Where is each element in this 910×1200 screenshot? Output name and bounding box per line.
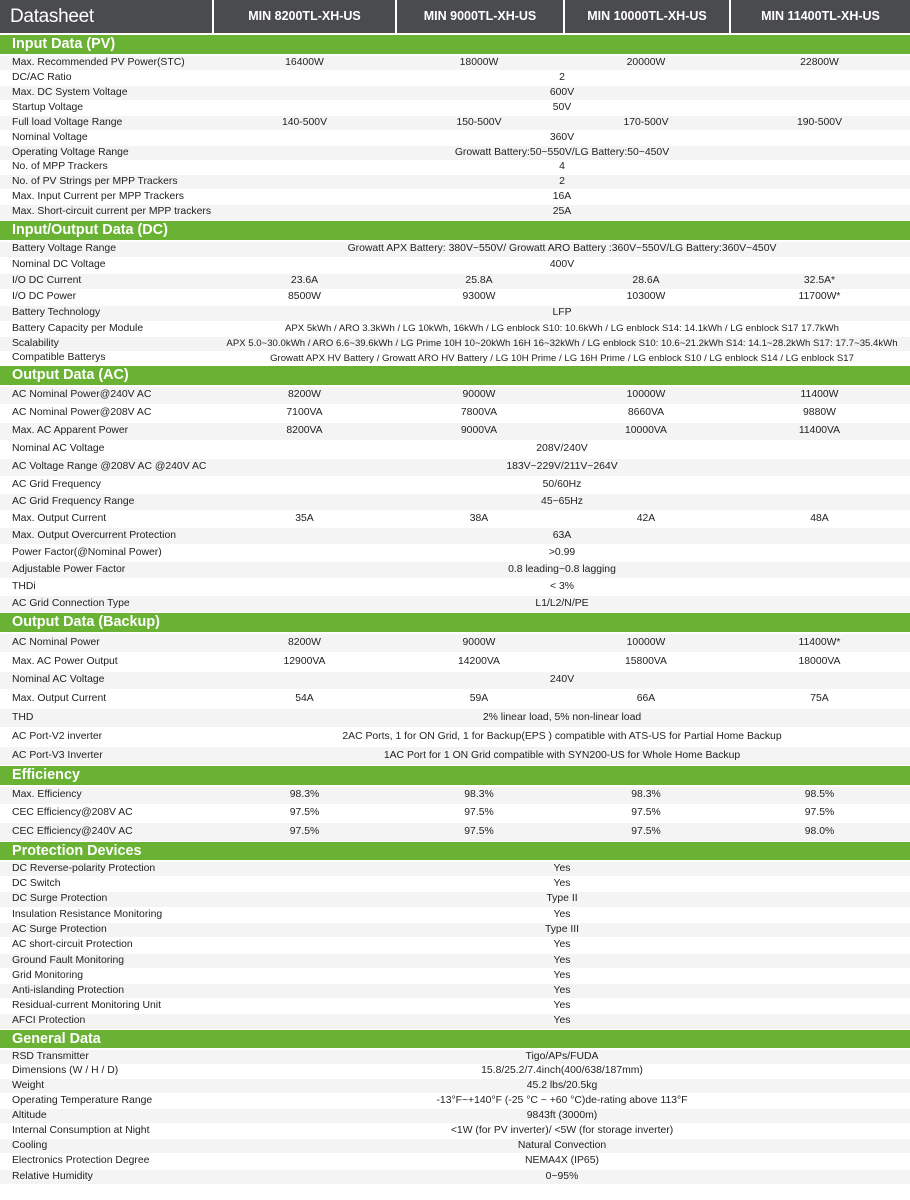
spec-row: [0, 999, 910, 1014]
spec-label: Nominal Voltage: [12, 131, 88, 143]
spec-row: [0, 984, 910, 999]
spec-label: AC Port-V2 inverter: [12, 730, 103, 742]
section-title: Input Data (PV): [12, 36, 116, 53]
spec-row: [0, 1154, 910, 1170]
spec-value: 23.6A: [290, 275, 319, 287]
spec-value: 4: [559, 161, 565, 173]
section-title: General Data: [12, 1030, 101, 1047]
spec-row: [0, 146, 910, 161]
spec-value: Tigo/APs/FUDA: [525, 1050, 599, 1062]
spec-row: [0, 1124, 910, 1139]
spec-value: -13°F~+140°F (-25 °C ~ +60 °C)de-rating above 113°F: [436, 1094, 688, 1106]
section-header-input-output-data-dc: [0, 221, 910, 242]
spec-value: Natural Convection: [517, 1139, 607, 1151]
spec-value: Growatt APX Battery: 380V~550V/ Growatt ARO Battery :360V~550V/LG Battery:360V~450V: [347, 243, 777, 255]
spec-value: 150-500V: [456, 116, 502, 128]
spec-row: [0, 862, 910, 877]
spec-label: Max. DC System Voltage: [12, 86, 128, 98]
spec-label: Full load Voltage Range: [12, 116, 123, 128]
spec-value: 8660VA: [627, 407, 665, 419]
spec-label: Max. Output Current: [12, 512, 107, 524]
spec-label: Nominal AC Voltage: [12, 674, 105, 686]
spec-label: THDi: [12, 580, 36, 592]
spec-value: 16A: [552, 190, 572, 202]
spec-row: [0, 1079, 910, 1094]
spec-value: 8200W: [288, 636, 321, 648]
spec-label: Internal Consumption at Night: [12, 1124, 150, 1136]
spec-value: Yes: [553, 908, 571, 920]
spec-label: THD: [12, 711, 34, 723]
model-header-row: [0, 0, 910, 35]
spec-value: 38A: [469, 512, 489, 524]
spec-row: [0, 494, 910, 511]
spec-value: >0.99: [548, 546, 576, 558]
spec-label: AC Grid Frequency: [12, 478, 101, 490]
spec-value: 20000W: [626, 56, 666, 68]
spec-value: Yes: [553, 999, 571, 1011]
spec-value: 97.5%: [804, 807, 835, 819]
spec-label: No. of MPP Trackers: [12, 161, 108, 173]
spec-value: 50/60Hz: [542, 478, 582, 490]
section-header-efficiency: [0, 766, 910, 787]
spec-label: Max. AC Power Output: [12, 655, 118, 667]
spec-value: 140-500V: [281, 116, 328, 128]
spec-label: I/O DC Power: [12, 291, 77, 303]
spec-row: [0, 258, 910, 274]
spec-value: Growatt Battery:50~550V/LG Battery:50~450V: [454, 146, 670, 158]
spec-value: 22800W: [800, 56, 839, 68]
spec-value: 98.3%: [464, 789, 494, 801]
spec-value: 9000VA: [460, 425, 498, 437]
spec-row: [0, 175, 910, 190]
spec-value: Yes: [553, 984, 571, 996]
spec-row: [0, 923, 910, 938]
spec-row: [0, 477, 910, 494]
spec-value: 97.5%: [464, 807, 494, 819]
spec-value: Yes: [553, 954, 571, 966]
spec-label: Nominal DC Voltage: [12, 259, 106, 271]
section-header-output-data-ac: [0, 366, 910, 387]
spec-label: Max. Recommended PV Power(STC): [12, 56, 185, 68]
spec-row: [0, 823, 910, 842]
spec-label: Max. Input Current per MPP Trackers: [12, 190, 184, 202]
page-title: Datasheet: [0, 0, 214, 33]
spec-label: DC/AC Ratio: [12, 71, 72, 83]
spec-value: 7800VA: [460, 407, 498, 419]
spec-row: [0, 459, 910, 477]
spec-label: Cooling: [12, 1139, 48, 1151]
spec-row: [0, 728, 910, 747]
spec-value: 7100VA: [286, 407, 323, 419]
spec-value: 97.5%: [464, 825, 494, 837]
spec-row: [0, 1109, 910, 1124]
spec-value: Growatt APX HV Battery / Growatt ARO HV Battery / LG 10H Prime / LG 16H Prime / LG enblock S10 / LG enblock S14 / LG enblock S17: [270, 352, 854, 364]
spec-value: Type III: [544, 923, 580, 935]
spec-row: [0, 787, 910, 805]
spec-label: Compatible Batterys: [12, 352, 106, 364]
spec-label: AC Nominal Power@208V AC: [12, 407, 152, 419]
spec-value: Yes: [553, 877, 571, 889]
spec-row: [0, 1050, 910, 1065]
model-column-header: MIN 8200TL-XH-US: [214, 0, 397, 33]
spec-value: 75A: [810, 692, 829, 704]
section-title: Protection Devices: [12, 842, 142, 859]
spec-label: Battery Technology: [12, 307, 101, 319]
spec-row: [0, 101, 910, 116]
spec-label: Grid Monitoring: [12, 969, 84, 981]
spec-row: [0, 205, 910, 221]
spec-value: < 3%: [550, 580, 574, 592]
spec-value: 50V: [552, 101, 572, 113]
spec-value: 66A: [636, 692, 656, 704]
spec-value: 10000W: [626, 636, 666, 648]
spec-value: 97.5%: [631, 825, 661, 837]
spec-row: [0, 596, 910, 613]
spec-label: Power Factor(@Nominal Power): [12, 546, 162, 558]
spec-value: 18000W: [459, 56, 499, 68]
spec-label: Battery Capacity per Module: [12, 322, 144, 334]
spec-label: Operating Temperature Range: [12, 1094, 153, 1106]
spec-value: 15800VA: [625, 655, 667, 667]
spec-value: 240V: [549, 674, 575, 686]
spec-row: [0, 1014, 910, 1030]
section-header-protection-devices: [0, 842, 910, 862]
spec-value: 48A: [810, 512, 829, 524]
spec-label: Weight: [12, 1079, 45, 1091]
spec-value: 170-500V: [623, 116, 669, 128]
spec-row: [0, 131, 910, 146]
spec-value: 183V~229V/211V~264V: [506, 461, 618, 473]
spec-value: 32.5A*: [803, 275, 836, 287]
spec-row: [0, 337, 910, 352]
spec-label: AFCI Protection: [12, 1015, 86, 1027]
spec-label: CEC Efficiency@240V AC: [12, 825, 133, 837]
spec-row: [0, 116, 910, 131]
spec-value: 16400W: [285, 56, 324, 68]
spec-value: 97.5%: [631, 807, 661, 819]
spec-value: 600V: [549, 86, 575, 98]
spec-value: 63A: [552, 529, 572, 541]
spec-value: 360V: [549, 131, 575, 143]
spec-value: 10300W: [626, 291, 666, 303]
spec-value: 45~65Hz: [541, 495, 583, 507]
spec-row: [0, 274, 910, 290]
spec-value: 2% linear load, 5% non-linear load: [482, 711, 642, 723]
spec-label: AC Nominal Power@240V AC: [12, 389, 152, 401]
spec-row: [0, 322, 910, 337]
spec-row: [0, 634, 910, 653]
spec-label: AC Voltage Range @208V AC @240V AC: [12, 461, 207, 473]
spec-label: Max. Output Overcurrent Protection: [12, 529, 177, 541]
spec-value: 8200W: [288, 389, 321, 401]
spec-label: AC Nominal Power: [12, 636, 100, 648]
spec-value: 2AC Ports, 1 for ON Grid, 1 for Backup(EPS ) compatible with ATS-US for Partial Home Backup: [342, 730, 782, 742]
spec-value: 9880W: [803, 407, 836, 419]
spec-label: Adjustable Power Factor: [12, 563, 126, 575]
spec-value: 18000VA: [798, 655, 841, 667]
spec-row: [0, 352, 910, 366]
spec-row: [0, 954, 910, 969]
spec-row: [0, 441, 910, 459]
spec-row: [0, 511, 910, 528]
spec-value: Yes: [553, 1015, 571, 1027]
spec-row: [0, 71, 910, 86]
spec-label: CEC Efficiency@208V AC: [12, 807, 133, 819]
spec-row: [0, 306, 910, 322]
spec-value: 11700W*: [798, 291, 841, 303]
model-column-header: MIN 11400TL-XH-US: [731, 0, 910, 33]
spec-value: Yes: [553, 939, 571, 951]
spec-row: [0, 877, 910, 892]
spec-value: 2: [559, 175, 565, 187]
spec-row: [0, 969, 910, 984]
spec-label: RSD Transmitter: [12, 1050, 89, 1062]
spec-value: 98.3%: [631, 789, 661, 801]
spec-row: [0, 405, 910, 423]
spec-value: 15.8/25.2/7.4inch(400/638/187mm): [481, 1065, 643, 1077]
spec-value: Yes: [553, 969, 571, 981]
spec-label: Startup Voltage: [12, 101, 84, 113]
spec-row: [0, 690, 910, 709]
spec-value: 59A: [469, 692, 489, 704]
spec-row: [0, 1170, 910, 1185]
spec-label: Anti-islanding Protection: [12, 984, 125, 996]
spec-label: Residual-current Monitoring Unit: [12, 999, 161, 1011]
spec-label: Battery Voltage Range: [12, 243, 116, 255]
spec-row: [0, 653, 910, 672]
spec-value: 400V: [549, 259, 575, 271]
spec-value: 97.5%: [289, 825, 320, 837]
spec-value: NEMA4X (IP65): [525, 1155, 599, 1167]
spec-value: 208V/240V: [536, 443, 588, 455]
spec-label: AC short-circuit Protection: [12, 939, 133, 951]
spec-label: DC Switch: [12, 877, 61, 889]
spec-row: [0, 938, 910, 954]
spec-label: Operating Voltage Range: [12, 146, 129, 158]
spec-value: 54A: [295, 692, 314, 704]
spec-label: DC Surge Protection: [12, 893, 108, 905]
spec-row: [0, 190, 910, 205]
spec-value: 0.8 leading~0.8 lagging: [508, 563, 616, 575]
model-column-header: MIN 10000TL-XH-US: [565, 0, 731, 33]
spec-label: Altitude: [12, 1109, 47, 1121]
spec-label: Ground Fault Monitoring: [12, 954, 125, 966]
spec-value: 0~95%: [545, 1170, 579, 1182]
spec-value: Yes: [553, 862, 571, 874]
spec-row: [0, 387, 910, 405]
spec-value: 11400W: [800, 389, 839, 401]
spec-label: AC Grid Connection Type: [12, 597, 130, 609]
spec-value: 45.2 lbs/20.5kg: [526, 1079, 598, 1091]
spec-value: 11400VA: [798, 425, 841, 437]
section-header-output-data-backup: [0, 613, 910, 634]
spec-value: 98.0%: [804, 825, 835, 837]
section-title: Output Data (AC): [12, 367, 129, 384]
spec-value: LFP: [552, 307, 572, 319]
spec-row: [0, 579, 910, 596]
spec-label: Electronics Protection Degree: [12, 1155, 150, 1167]
spec-value: 12900VA: [283, 655, 326, 667]
section-header-general-data: [0, 1030, 910, 1050]
spec-label: Scalability: [12, 337, 59, 349]
section-title: Output Data (Backup): [12, 614, 160, 631]
spec-row: [0, 892, 910, 908]
spec-value: <1W (for PV inverter)/ <5W (for storage inverter): [450, 1124, 674, 1136]
spec-row: [0, 56, 910, 71]
spec-label: AC Port-V3 Inverter: [12, 749, 103, 761]
spec-label: I/O DC Current: [12, 275, 82, 287]
spec-label: Nominal AC Voltage: [12, 443, 105, 455]
spec-value: 1AC Port for 1 ON Grid compatible with SYN200-US for Whole Home Backup: [383, 749, 741, 761]
spec-row: [0, 423, 910, 441]
spec-label: AC Surge Protection: [12, 923, 107, 935]
spec-label: Max. AC Apparent Power: [12, 425, 129, 437]
section-title: Input/Output Data (DC): [12, 222, 168, 239]
spec-value: 190-500V: [796, 116, 843, 128]
spec-label: No. of PV Strings per MPP Trackers: [12, 175, 178, 187]
spec-label: Max. Output Current: [12, 692, 107, 704]
spec-value: 35A: [295, 512, 314, 524]
spec-value: 14200VA: [458, 655, 500, 667]
spec-label: Relative Humidity: [12, 1170, 93, 1182]
spec-value: APX 5.0~30.0kWh / ARO 6.6~39.6kWh / LG Prime 10H 10~20kWh 16H 16~32kWh / LG enblock S10: 10.6~21.2kWh S14: 14.1~28.2kWh S17: 17.7~35.4kWh: [226, 338, 898, 350]
model-column-header: MIN 9000TL-XH-US: [397, 0, 565, 33]
spec-row: [0, 86, 910, 101]
spec-value: 42A: [636, 512, 656, 524]
spec-label: Dimensions (W / H / D): [12, 1065, 119, 1077]
spec-value: 25A: [552, 206, 572, 218]
spec-value: 25.8A: [465, 275, 493, 287]
spec-value: 97.5%: [289, 807, 320, 819]
spec-row: [0, 290, 910, 306]
spec-row: [0, 672, 910, 690]
spec-label: AC Grid Frequency Range: [12, 495, 135, 507]
spec-value: 8200VA: [286, 425, 323, 437]
spec-value: 98.5%: [804, 789, 835, 801]
spec-value: 9000W: [462, 636, 496, 648]
spec-row: [0, 805, 910, 823]
section-title: Efficiency: [12, 767, 80, 784]
spec-row: [0, 545, 910, 562]
spec-label: Max. Efficiency: [12, 789, 82, 801]
spec-row: [0, 528, 910, 545]
spec-value: 9300W: [462, 291, 496, 303]
spec-row: [0, 747, 910, 766]
spec-value: 11400W*: [798, 636, 841, 648]
spec-row: [0, 161, 910, 175]
section-header-input-data-pv: [0, 35, 910, 56]
spec-row: [0, 908, 910, 923]
spec-value: 28.6A: [632, 275, 660, 287]
spec-label: Insulation Resistance Monitoring: [12, 908, 163, 920]
spec-label: DC Reverse-polarity Protection: [12, 862, 156, 874]
spec-value: 10000VA: [625, 425, 667, 437]
spec-value: 9843ft (3000m): [526, 1109, 598, 1121]
spec-value: 8500W: [288, 291, 321, 303]
spec-row: [0, 1094, 910, 1109]
spec-row: [0, 562, 910, 579]
spec-value: 2: [559, 71, 565, 83]
spec-value: 9000W: [462, 389, 496, 401]
spec-label: Max. Short-circuit current per MPP trackers: [12, 206, 212, 218]
spec-row: [0, 1065, 910, 1079]
spec-row: [0, 709, 910, 728]
spec-value: 98.3%: [289, 789, 320, 801]
spec-value: 10000W: [626, 389, 666, 401]
spec-value: Type II: [546, 893, 578, 905]
spec-value: L1/L2/N/PE: [535, 597, 589, 609]
spec-row: [0, 1139, 910, 1154]
spec-row: [0, 242, 910, 258]
spec-value: APX 5kWh / ARO 3.3kWh / LG 10kWh, 16kWh / LG enblock S10: 10.6kWh / LG enblock S14: 14.1kWh / LG enblock S17 17.7kWh: [284, 323, 840, 335]
